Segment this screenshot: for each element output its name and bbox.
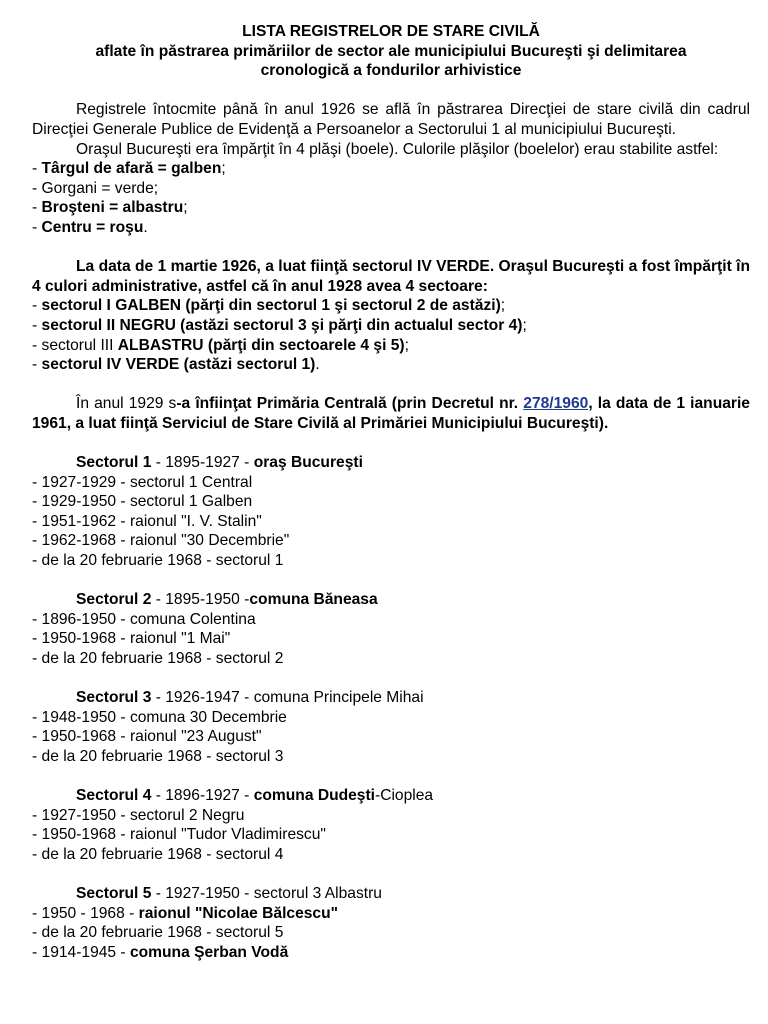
- item-prefix: -: [32, 356, 42, 374]
- item-tail: ;: [404, 336, 409, 354]
- document-page: [32, 22, 750, 963]
- sector-block: [32, 688, 750, 766]
- item-bold: Broşteni = albastru: [41, 199, 184, 217]
- item-bold: ALBASTRU (părţi din sectoarele 4 şi 5): [117, 336, 405, 354]
- sector-block: [32, 884, 750, 962]
- sector-name: Sectorul 2: [76, 591, 152, 609]
- sector-row: - de la 20 februarie 1968 - sectorul 2: [32, 650, 284, 667]
- spacer: [32, 669, 750, 689]
- item-tail: .: [143, 218, 148, 236]
- sectors-1926-paragraph: La data de 1 martie 1926, a luat fiinţă sectorul IV VERDE. Oraşul Bucureşti a fost împărţit în 4 culori administrative, astfel că în anul 1928 avea 4 sectoare:: [32, 258, 750, 295]
- item-prefix: -: [32, 297, 42, 315]
- sector-heading-bold: oraş Bucureşti: [253, 454, 363, 472]
- spacer: [32, 375, 750, 395]
- sector-row: - 1948-1950 - comuna 30 Decembrie: [32, 708, 287, 726]
- sector-row: - de la 20 februarie 1968 - sectorul 3: [32, 747, 284, 765]
- item-prefix: -: [32, 218, 42, 236]
- sector-heading-text: - 1895-1950 -: [151, 591, 250, 609]
- title-line-1: [32, 22, 750, 42]
- color-item: [32, 198, 750, 218]
- text-part: În anul 1929 s: [76, 395, 177, 413]
- item-bold: sectorul IV VERDE (astăzi sectorul 1): [41, 356, 316, 374]
- sector-heading-bold: comuna Băneasa: [249, 591, 378, 609]
- item-bold: Centru = roşu: [41, 218, 144, 236]
- row-text: - 1950 - 1968 -: [32, 904, 139, 922]
- sector-name: Sectorul 5: [76, 885, 152, 903]
- decree-link[interactable]: 278/1960: [523, 395, 589, 413]
- intro-paragraph-2: Oraşul Bucureşti era împărţit în 4 plăşi (boele). Culorile plăşilor (boelelor) erau stabilite astfel:: [76, 140, 719, 158]
- sector-row: - de la 20 februarie 1968 - sectorul 1: [32, 552, 284, 570]
- sector-row: - de la 20 februarie 1968 - sectorul 4: [32, 845, 284, 863]
- text-part-bold: , la data de 1 ianuarie 1961, a luat fiinţă Serviciul de Stare Civilă al Primăriei Municipiului Bucureşti).: [32, 395, 750, 432]
- color-item: [32, 159, 750, 179]
- sector-color-item: [32, 316, 750, 336]
- sector-name: Sectorul 3: [76, 689, 152, 707]
- sector-color-item: [32, 336, 750, 356]
- sector-row: - 1962-1968 - raionul "30 Decembrie": [32, 532, 290, 550]
- spacer: [32, 767, 750, 787]
- title-part-b: DE STARE CIVILĂ: [406, 23, 540, 40]
- item-prefix: - sectorul III: [32, 336, 118, 354]
- item-prefix: -: [32, 199, 42, 217]
- sector-row: - 1927-1950 - sectorul 2 Negru: [32, 806, 245, 824]
- sector-color-item: [32, 355, 750, 375]
- sector-row: - 1927-1929 - sectorul 1 Central: [32, 473, 253, 491]
- sector-heading-tail: -Cioplea: [375, 787, 434, 805]
- spacer: [32, 571, 750, 591]
- item-prefix: - Gorgani = verde;: [32, 179, 159, 197]
- spacer: [32, 865, 750, 885]
- title-line-3: cronologică a fondurilor arhivistice: [260, 62, 522, 80]
- sector-heading: [32, 590, 750, 610]
- sector-heading-text: - 1926-1947 - comuna Principele Mihai: [151, 689, 424, 707]
- sector-row: - de la 20 februarie 1968 - sectorul 5: [32, 924, 284, 942]
- color-item: [32, 218, 750, 238]
- sector-heading: [32, 688, 750, 708]
- sector-name: Sectorul 1: [76, 454, 152, 472]
- color-item: [32, 179, 750, 199]
- title-part-a: LISTA REGISTRELOR: [242, 23, 407, 40]
- sector-block: [32, 786, 750, 864]
- sector-row: - 1950-1968 - raionul "1 Mai": [32, 630, 231, 648]
- sector-block: [32, 453, 750, 571]
- item-tail: ;: [183, 199, 188, 217]
- sector-row: [32, 943, 750, 963]
- sector-row: - 1896-1950 - comuna Colentina: [32, 610, 256, 628]
- item-tail: ;: [500, 297, 506, 315]
- item-tail: ;: [221, 160, 226, 178]
- sector-color-item: [32, 296, 750, 316]
- sector-heading-text: - 1927-1950 - sectorul 3 Albastru: [151, 885, 382, 903]
- sectors-1926-section: [32, 257, 750, 375]
- row-bold: raionul "Nicolae Bălcescu": [138, 904, 339, 922]
- row-bold: comuna Şerban Vodă: [129, 943, 289, 961]
- sector-row: - 1950-1968 - raionul "Tudor Vladimirescu": [32, 826, 326, 844]
- item-tail: ;: [522, 316, 527, 334]
- sector-name: Sectorul 4: [76, 787, 152, 805]
- sector-row: - 1950-1968 - raionul "23 August": [32, 728, 262, 746]
- sector-row: [32, 904, 750, 924]
- row-text: - 1914-1945 -: [32, 943, 130, 961]
- sector-heading-text: - 1895-1927 -: [151, 454, 254, 472]
- text-part-bold: -a înfiinţat Primăria Centrală (prin Decretul nr.: [176, 395, 524, 413]
- item-tail: .: [315, 356, 320, 374]
- sector-heading: [32, 786, 750, 806]
- item-bold: Târgul de afară = galben: [41, 160, 222, 178]
- spacer: [32, 238, 750, 258]
- item-bold: sectorul I GALBEN (părţi din sectorul 1 şi sectorul 2 de astăzi): [41, 297, 501, 315]
- item-prefix: -: [32, 160, 42, 178]
- spacer: [32, 433, 750, 453]
- paragraph-1929: [32, 394, 750, 433]
- item-prefix: -: [32, 316, 42, 334]
- sector-heading-bold: comuna Dudeşti: [253, 787, 376, 805]
- sector-heading-text: - 1896-1927 -: [151, 787, 254, 805]
- sector-row: - 1951-1962 - raionul "I. V. Stalin": [32, 512, 262, 530]
- intro-paragraph-1: Registrele întocmite până în anul 1926 se află în păstrarea Direcţiei de stare civilă din cadrul Direcţiei Generale Publice de Evidenţă a Persoanelor a Sectorului 1 al municipiului Bucureşti.: [32, 101, 750, 138]
- title-line-2: aflate în păstrarea primăriilor de sector ale municipiului Bucureşti şi delimitarea: [95, 42, 687, 60]
- sector-heading: [32, 453, 750, 473]
- intro-section: [32, 100, 750, 237]
- sector-row: - 1929-1950 - sectorul 1 Galben: [32, 493, 253, 511]
- document-title: [32, 22, 750, 81]
- sector-heading: [32, 884, 750, 904]
- item-bold: sectorul II NEGRU (astăzi sectorul 3 şi părţi din actualul sector 4): [41, 316, 523, 334]
- sector-block: [32, 590, 750, 668]
- paragraph-1929-text: [32, 394, 750, 433]
- spacer: [32, 81, 750, 101]
